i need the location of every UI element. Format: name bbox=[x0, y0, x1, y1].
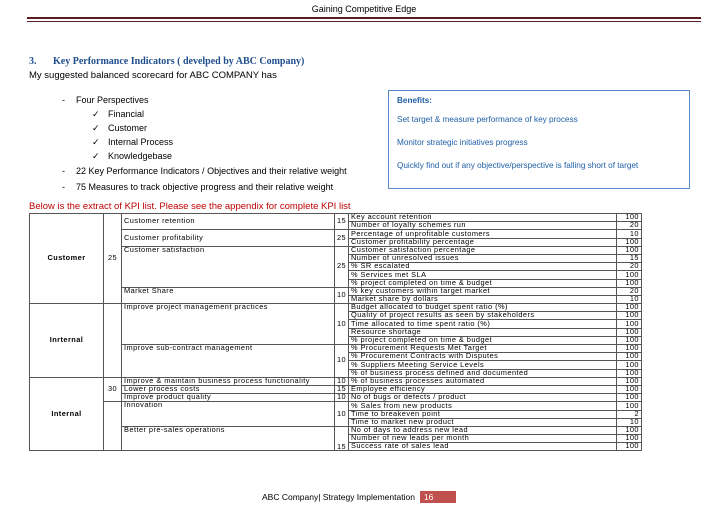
objective-cell: Customer retention bbox=[122, 214, 335, 230]
measure-value: 100 bbox=[617, 361, 642, 369]
check-icon: ✓ bbox=[92, 109, 100, 119]
measure-value: 100 bbox=[617, 320, 642, 328]
measure-cell: % of business processes automated bbox=[349, 377, 617, 385]
measure-cell: Employee efficiency bbox=[349, 385, 617, 393]
objective-cell: Better pre-sales operations bbox=[122, 426, 335, 451]
measure-cell: Percentage of unprofitable customers bbox=[349, 230, 617, 238]
perspective-cell: Internal bbox=[30, 377, 104, 451]
header-rule-thin bbox=[27, 21, 701, 22]
measure-cell: % project completed on time & budget bbox=[349, 336, 617, 344]
measure-cell: Budget allocated to budget spent ratio (%) bbox=[349, 304, 617, 312]
measure-value: 20 bbox=[617, 287, 642, 295]
table-row bbox=[30, 230, 642, 238]
measure-cell: Time to breakeven point bbox=[349, 410, 617, 418]
measure-value: 100 bbox=[617, 304, 642, 312]
measure-cell: Customer profitability percentage bbox=[349, 238, 617, 246]
check-icon: ✓ bbox=[92, 123, 100, 133]
perspective-internal: Internal Process bbox=[108, 137, 174, 147]
page-number: 16 bbox=[420, 491, 456, 503]
objective-weight: 10 bbox=[335, 345, 349, 378]
table-row bbox=[30, 402, 642, 410]
section-title: Key Performance Indicators ( develped by ABC Company) bbox=[53, 56, 305, 67]
measure-cell: % Services met SLA bbox=[349, 271, 617, 279]
bullet-dash: - bbox=[62, 166, 65, 176]
perspective-weight: 25 bbox=[104, 214, 122, 304]
table-row bbox=[30, 345, 642, 353]
measure-value: 100 bbox=[617, 377, 642, 385]
benefits-box bbox=[388, 90, 690, 189]
measure-cell: % Procurement Requests Met Target bbox=[349, 345, 617, 353]
measure-cell: Success rate of sales lead bbox=[349, 443, 617, 451]
measure-cell: % of business process defined and documented bbox=[349, 369, 617, 377]
measure-value: 10 bbox=[617, 230, 642, 238]
measure-cell: Market share by dollars bbox=[349, 295, 617, 303]
measure-cell: Number of loyalty schemes run bbox=[349, 222, 617, 230]
objective-cell: Lower process costs bbox=[122, 385, 335, 393]
table-row bbox=[30, 214, 642, 222]
objective-weight: 10 bbox=[335, 377, 349, 385]
measure-value: 10 bbox=[617, 418, 642, 426]
measure-cell: Quality of project results as seen by stakeholders bbox=[349, 312, 617, 320]
measure-value: 100 bbox=[617, 385, 642, 393]
check-icon: ✓ bbox=[92, 137, 100, 147]
measure-cell: % Procurement Contracts with Disputes bbox=[349, 353, 617, 361]
objective-weight: 25 bbox=[335, 230, 349, 246]
measure-value: 100 bbox=[617, 279, 642, 287]
perspective-financial: Financial bbox=[108, 109, 145, 119]
measure-value: 100 bbox=[617, 426, 642, 434]
measure-value: 100 bbox=[617, 435, 642, 443]
measure-value: 100 bbox=[617, 336, 642, 344]
benefits-title: Benefits: bbox=[397, 96, 433, 105]
bullet-dash: - bbox=[62, 95, 65, 105]
objective-cell: Improve product quality bbox=[122, 394, 335, 402]
objective-cell: Market Share bbox=[122, 287, 335, 303]
measure-value: 15 bbox=[617, 254, 642, 262]
perspective-customer: Customer bbox=[108, 123, 148, 133]
measure-value: 20 bbox=[617, 263, 642, 271]
bullet-perspectives: Four Perspectives bbox=[76, 95, 149, 105]
measure-value: 100 bbox=[617, 214, 642, 222]
measure-cell: Key account retention bbox=[349, 214, 617, 222]
measure-value: 100 bbox=[617, 353, 642, 361]
page-footer bbox=[262, 491, 456, 503]
benefit-item: Quickly find out if any objective/perspective is falling short of target bbox=[397, 161, 639, 170]
measure-value: 100 bbox=[617, 402, 642, 410]
perspective-cell: Inrternal bbox=[30, 304, 104, 378]
measure-cell: Time allocated to time spent ratio (%) bbox=[349, 320, 617, 328]
measure-value: 100 bbox=[617, 246, 642, 254]
measure-value: 100 bbox=[617, 369, 642, 377]
objective-weight: 15 bbox=[335, 214, 349, 230]
page-header: Gaining Competitive Edge bbox=[311, 4, 417, 14]
objective-cell: Improve project management practices bbox=[122, 304, 335, 345]
table-row bbox=[30, 287, 642, 295]
measure-cell: % key customers within target market bbox=[349, 287, 617, 295]
kpi-table bbox=[29, 213, 642, 451]
perspective-cell: Customer bbox=[30, 214, 104, 304]
measure-cell: % Sales from new products bbox=[349, 402, 617, 410]
objective-weight: 10 bbox=[335, 304, 349, 345]
objective-cell: Innovation bbox=[122, 402, 335, 427]
benefit-item: Set target & measure performance of key process bbox=[397, 115, 578, 124]
measure-value: 100 bbox=[617, 271, 642, 279]
measure-value: 100 bbox=[617, 238, 642, 246]
measure-cell: No of days to address new lead bbox=[349, 426, 617, 434]
measure-cell: No of bugs or defects / product bbox=[349, 394, 617, 402]
section-heading bbox=[29, 56, 304, 67]
measure-cell: % SR escalated bbox=[349, 263, 617, 271]
table-row bbox=[30, 426, 642, 434]
table-row bbox=[30, 304, 642, 312]
objective-weight: 10 bbox=[335, 287, 349, 303]
measure-cell: Customer satisfaction percentage bbox=[349, 246, 617, 254]
benefit-item: Monitor strategic initiatives progress bbox=[397, 138, 528, 147]
section-number: 3. bbox=[29, 56, 37, 67]
objective-cell: Improve sub-contract management bbox=[122, 345, 335, 378]
measure-cell: Time to market new product bbox=[349, 418, 617, 426]
measure-value: 100 bbox=[617, 443, 642, 451]
measure-value: 100 bbox=[617, 328, 642, 336]
objective-cell: Customer profitability bbox=[122, 230, 335, 246]
objective-weight: 25 bbox=[335, 246, 349, 287]
measure-value: 100 bbox=[617, 312, 642, 320]
measure-cell: Number of unresolved issues bbox=[349, 254, 617, 262]
objective-weight: 15 bbox=[335, 385, 349, 393]
measure-value: 100 bbox=[617, 345, 642, 353]
intro-text: My suggested balanced scorecard for ABC COMPANY has bbox=[29, 70, 277, 81]
measure-cell: % Suppliers Meeting Service Levels bbox=[349, 361, 617, 369]
check-icon: ✓ bbox=[92, 151, 100, 161]
objective-cell: Customer satisfaction bbox=[122, 246, 335, 287]
bullet-kpis: 22 Key Performance Indicators / Objectives and their relative weight bbox=[76, 166, 347, 176]
perspective-weight-empty bbox=[104, 402, 122, 451]
measure-cell: % project completed on time & budget bbox=[349, 279, 617, 287]
measure-cell: Number of new leads per month bbox=[349, 435, 617, 443]
table-row bbox=[30, 377, 642, 385]
perspective-weight: 30 bbox=[104, 377, 122, 402]
objective-cell: Improve & maintain business process functionality bbox=[122, 377, 335, 385]
perspective-knowledgebase: Knowledgebase bbox=[108, 151, 173, 161]
measure-cell: Resource shortage bbox=[349, 328, 617, 336]
objective-weight: 15 bbox=[335, 426, 349, 451]
bullet-measures: 75 Measures to track objective progress and their relative weight bbox=[76, 182, 334, 192]
table-row bbox=[30, 394, 642, 402]
extract-note: Below is the extract of KPI list. Please see the appendix for complete KPI list bbox=[29, 201, 351, 212]
measure-value: 2 bbox=[617, 410, 642, 418]
table-row bbox=[30, 385, 642, 393]
header-rule bbox=[27, 17, 701, 19]
measure-value: 20 bbox=[617, 222, 642, 230]
measure-value: 100 bbox=[617, 394, 642, 402]
perspective-weight-empty bbox=[104, 304, 122, 378]
table-row bbox=[30, 246, 642, 254]
measure-value: 10 bbox=[617, 295, 642, 303]
objective-weight: 10 bbox=[335, 394, 349, 402]
bullet-dash: - bbox=[62, 182, 65, 192]
footer-text: ABC Company| Strategy Implementation bbox=[262, 492, 415, 502]
objective-weight: 10 bbox=[335, 402, 349, 427]
